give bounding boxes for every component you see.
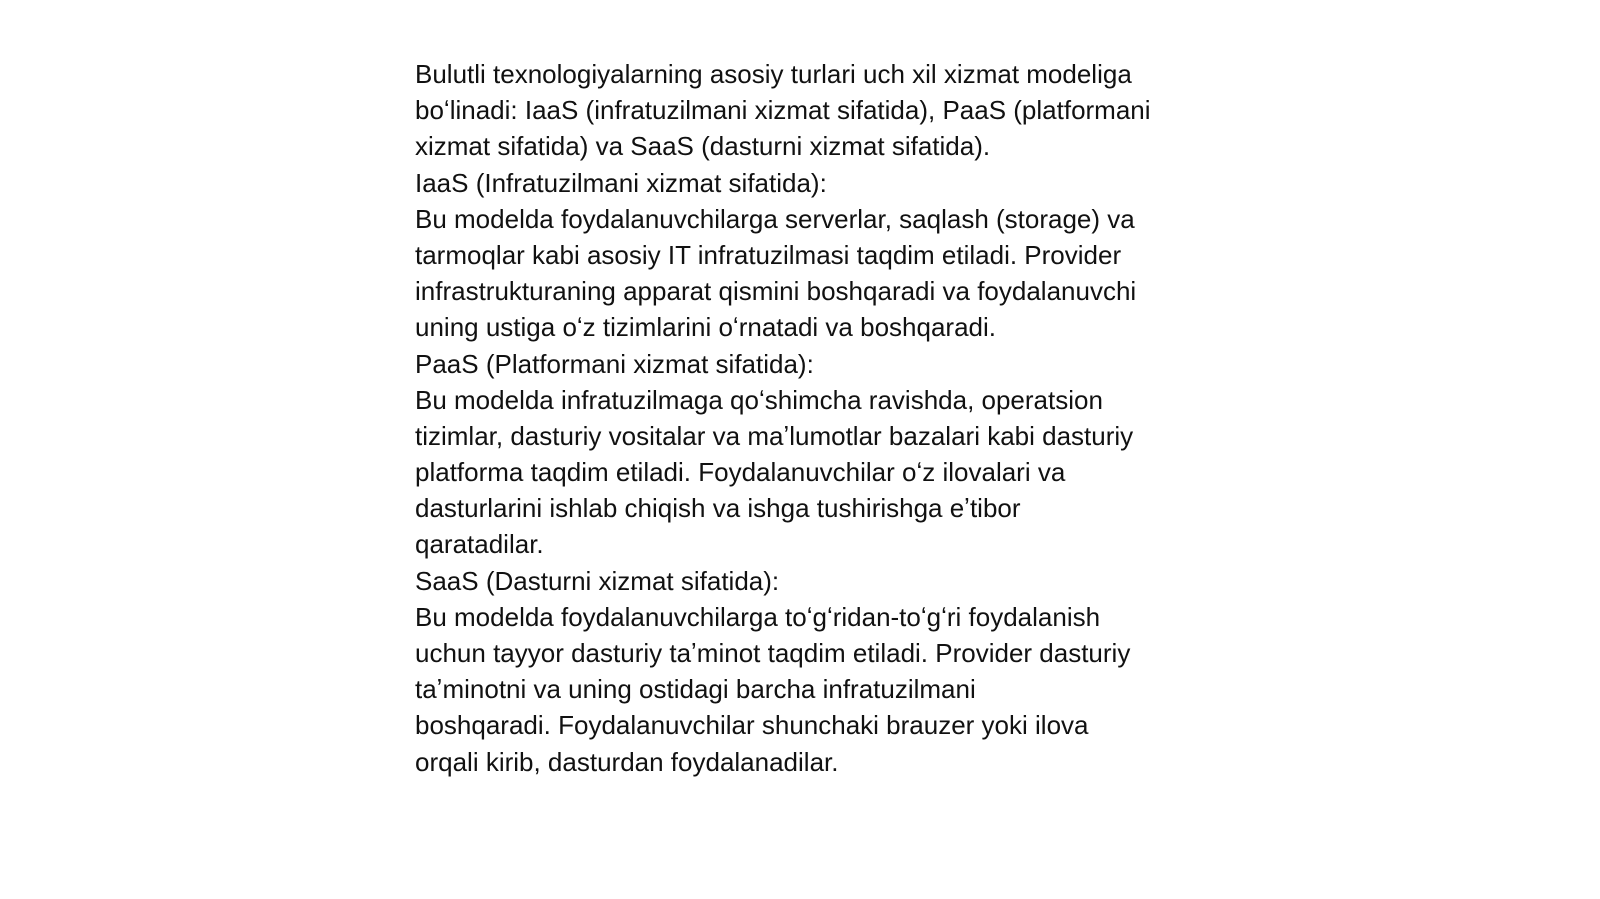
text-line: uning ustiga oʻz tizimlarini oʻrnatadi va boshqaradi.	[415, 312, 996, 343]
text-line: uchun tayyor dasturiy taʼminot taqdim etiladi. Provider dasturiy	[415, 638, 1131, 668]
text-line: Bulutli texnologiyalarning asosiy turlari uch xil xizmat modeliga	[415, 59, 1132, 89]
text-line: taʼminotni va uning ostidagi barcha infratuzilmani	[415, 674, 976, 705]
text-line: platforma taqdim etiladi. Foydalanuvchilar oʻz ilovalari va	[415, 457, 1066, 488]
text-line: Bu modelda foydalanuvchilarga serverlar, saqlash (storage) va	[415, 203, 1135, 234]
text-line: tizimlar, dasturiy vositalar va maʼlumotlar bazalari kabi dasturiy	[415, 420, 1134, 451]
section-heading-saas: SaaS (Dasturni xizmat sifatida):	[415, 565, 780, 596]
text-line: xizmat sifatida) va SaaS (dasturni xizmat sifatida).	[415, 131, 991, 162]
text-line: qaratadilar.	[415, 529, 544, 560]
text-line: boshqaradi. Foydalanuvchilar shunchaki brauzer yoki ilova	[415, 710, 1089, 741]
text-line: orqali kirib, dasturdan foydalanadilar.	[415, 746, 839, 777]
text-line: Bu modelda foydalanuvchilarga toʻgʻridan-toʻgʻri foydalanish	[415, 601, 1101, 632]
section-heading-paas: PaaS (Platformani xizmat sifatida):	[415, 348, 814, 379]
body-text	[415, 56, 1215, 780]
text-line: boʻlinadi: IaaS (infratuzilmani xizmat sifatida), PaaS (platformani	[415, 95, 1151, 126]
text-line: dasturlarini ishlab chiqish va ishga tushirishga eʼtibor	[415, 493, 1021, 524]
text-line: tarmoqlar kabi asosiy IT infratuzilmasi taqdim etiladi. Provider	[415, 239, 1122, 270]
text-line: infrastrukturaning apparat qismini boshqaradi va foydalanuvchi	[415, 276, 1137, 307]
section-heading-iaas: IaaS (Infratuzilmani xizmat sifatida):	[415, 167, 827, 198]
text-line: Bu modelda infratuzilmaga qoʻshimcha ravishda, operatsion	[415, 384, 1103, 415]
